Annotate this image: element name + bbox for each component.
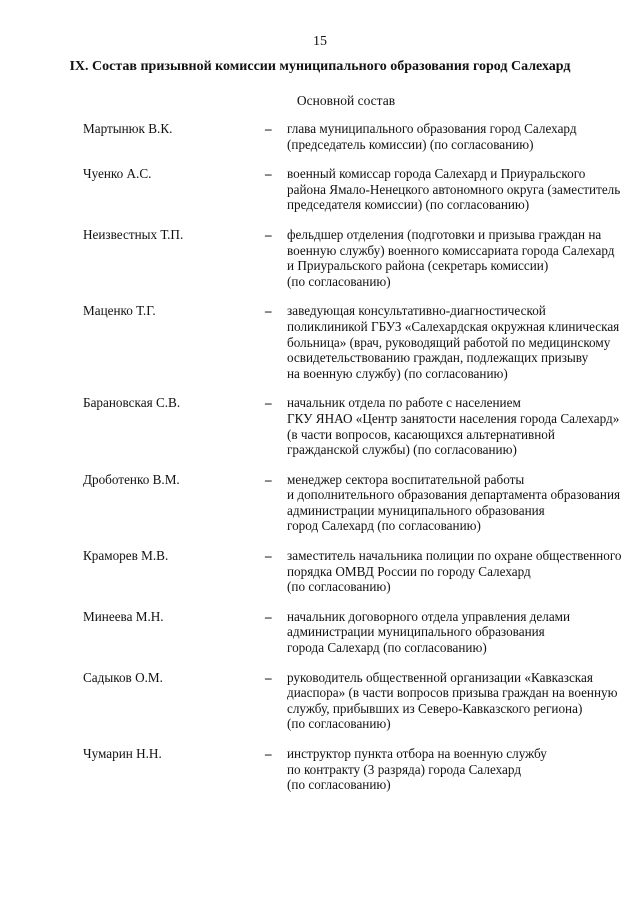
member-role-line: заведующая консультативно-диагностической xyxy=(287,303,546,319)
member-role-line: гражданской службы) (по согласованию) xyxy=(287,442,517,458)
member-role-line: города Салехард (по согласованию) xyxy=(287,640,487,656)
subsection-title: Основной состав xyxy=(296,93,396,108)
member-name: Барановская С.В. xyxy=(83,395,181,411)
member-role-line: (председатель комиссии) (по согласованию) xyxy=(287,136,534,152)
member-role-line: больница» (врач, руководящий работой по медицинскому xyxy=(287,334,611,350)
member-role xyxy=(287,472,623,534)
member-role xyxy=(287,670,623,732)
member-name: Мартынюк В.К. xyxy=(83,121,173,136)
member-role-line: по контракту (3 разряда) города Салехард xyxy=(287,761,522,777)
member-row xyxy=(83,472,623,534)
member-row xyxy=(83,609,623,656)
member-dash: – xyxy=(265,548,272,564)
section-title: IX. Состав призывной комиссии муниципального образования город Салехард xyxy=(69,59,571,74)
member-row xyxy=(83,166,623,213)
member-row xyxy=(83,395,623,457)
member-role-line: службу, прибывших из Северо-Кавказского региона) xyxy=(287,700,583,716)
member-dash: – xyxy=(265,608,272,624)
member-role xyxy=(287,548,623,595)
member-role-line: менеджер сектора воспитательной работы xyxy=(287,471,525,487)
member-role-line: освидетельствованию граждан, подлежащих призыву xyxy=(287,350,589,366)
member-dash: – xyxy=(265,669,272,685)
member-role-line: района Ямало-Ненецкого автономного округа (заместитель xyxy=(287,181,621,197)
member-role-line: (в части вопросов, касающихся альтернативной xyxy=(287,426,555,442)
member-role-line: (по согласованию) xyxy=(287,273,391,289)
page-number: 15 xyxy=(313,34,327,49)
member-role-line: военный комиссар города Салехард и Приуральского xyxy=(287,166,586,182)
member-role-line: поликлиникой ГБУЗ «Салехардская окружная клиническая xyxy=(287,318,620,334)
member-dash: – xyxy=(265,166,272,182)
member-dash: – xyxy=(265,226,272,242)
members-list xyxy=(83,121,623,807)
member-role-line: город Салехард (по согласованию) xyxy=(287,518,481,534)
member-role-line: (по согласованию) xyxy=(287,777,391,793)
member-name: Краморев М.В. xyxy=(83,548,169,564)
member-role-line: начальник договорного отдела управления делами xyxy=(287,608,571,624)
member-row xyxy=(83,227,623,289)
member-dash: – xyxy=(265,471,272,487)
member-role-line: (по согласованию) xyxy=(287,579,391,595)
member-role-line: ГКУ ЯНАО «Центр занятости населения города Салехард» xyxy=(287,410,620,426)
member-role xyxy=(287,227,623,289)
member-role-line: (по согласованию) xyxy=(287,716,391,732)
member-dash: – xyxy=(265,121,272,136)
member-role-line: администрации муниципального образования xyxy=(287,502,545,518)
member-row xyxy=(83,121,623,152)
member-role-line: и Приуральского района (секретарь комиссии) xyxy=(287,258,549,274)
member-role-line: порядка ОМВД России по городу Салехард xyxy=(287,563,531,579)
member-role-line: начальник отдела по работе с населением xyxy=(287,395,521,411)
member-role xyxy=(287,166,623,213)
member-name: Маценко Т.Г. xyxy=(83,303,156,319)
member-name: Дроботенко В.М. xyxy=(83,471,180,487)
member-row xyxy=(83,670,623,732)
member-role xyxy=(287,395,623,457)
member-role xyxy=(287,303,623,381)
member-role-line: диаспора» (в части вопросов призыва граждан на военную xyxy=(287,685,618,701)
member-role-line: фельдшер отделения (подготовки и призыва граждан на xyxy=(287,226,602,242)
member-role-line: председателя комиссии) (по согласованию) xyxy=(287,197,530,213)
member-role-line: заместитель начальника полиции по охране общественного xyxy=(287,548,622,564)
member-dash: – xyxy=(265,303,272,319)
member-role xyxy=(287,121,623,152)
member-role-line: военную службу) военного комиссариата города Салехард xyxy=(287,242,615,258)
member-role xyxy=(287,609,623,656)
member-role xyxy=(287,746,623,793)
member-row xyxy=(83,548,623,595)
member-role-line: глава муниципального образования город Салехард xyxy=(287,121,577,136)
member-name: Минеева М.Н. xyxy=(83,608,164,624)
member-dash: – xyxy=(265,395,272,411)
member-role-line: на военную службу) (по согласованию) xyxy=(287,365,508,381)
member-role-line: и дополнительного образования департамента образования xyxy=(287,487,621,503)
member-row xyxy=(83,303,623,381)
member-name: Чуенко А.С. xyxy=(83,166,152,182)
member-dash: – xyxy=(265,746,272,761)
member-row xyxy=(83,746,623,793)
member-role-line: руководитель общественной организации «Кавказская xyxy=(287,669,593,685)
member-role-line: администрации муниципального образования xyxy=(287,624,545,640)
member-role-line: инструктор пункта отбора на военную службу xyxy=(287,746,547,761)
member-name: Неизвестных Т.П. xyxy=(83,226,184,242)
member-name: Чумарин Н.Н. xyxy=(83,746,162,761)
member-name: Садыков О.М. xyxy=(83,669,163,685)
